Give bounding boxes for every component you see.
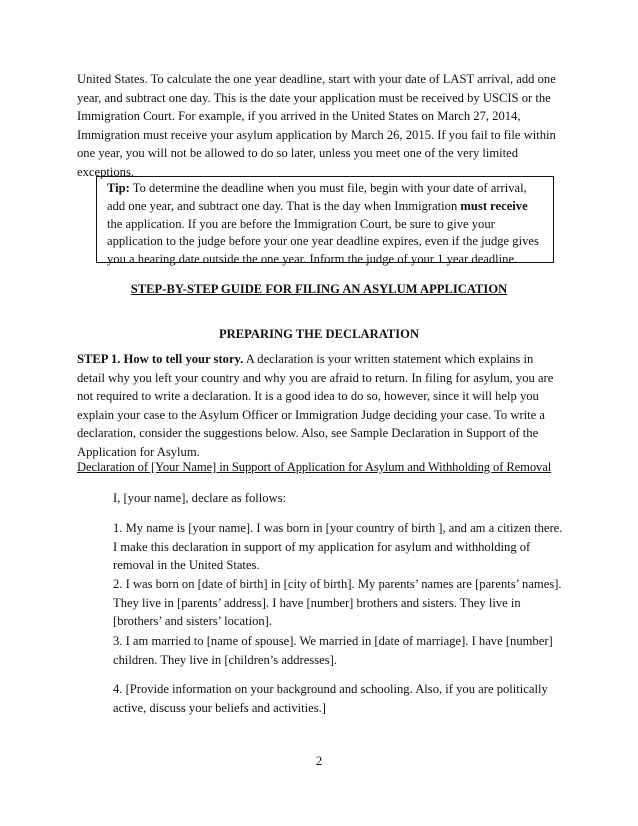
tip-emphasis: must receive	[460, 198, 528, 213]
declaration-item: 1. My name is [your name]. I was born in [your country of birth ], and am a citizen there. I make this declaration in support of my application for asylum and withholding of removal in the United States.	[113, 521, 563, 573]
declaration-title: Declaration of [Your Name] in Support of Application for Asylum and Withholding of Removal	[77, 460, 552, 474]
declaration-item: 2. I was born on [date of birth] in [city of birth]. My parents’ names are [parents’ names]. They live in [parents’ address]. I have [number] brothers and sisters. They live in [brothers’ and sisters’ location].	[113, 577, 562, 629]
step1-paragraph	[77, 350, 563, 462]
tip-box	[96, 176, 554, 267]
declaration-intro: I, [your name], declare as follows:	[113, 491, 287, 505]
guide-heading-text: STEP-BY-STEP GUIDE FOR FILING AN ASYLUM APPLICATION	[130, 282, 508, 296]
intro-paragraph: United States. To calculate the one year deadline, start with your date of LAST arrival, add one year, and subtract one day. This is the date your application must be received by USCIS or the Immigration Court. For example, if you arrived in the United States on March 27, 2014, Immigration must receive your asylum application by March 26, 2015. If you fail to file within one year, you will not be allowed to do so later, unless you meet one of the very limited exceptions.	[77, 72, 556, 179]
step1-label: STEP 1. How to tell your story.	[77, 352, 244, 366]
step1-text: A declaration is your written statement which explains in detail why you left your country and why you are afraid to return. In filing for asylum, you are not required to write a declaration. It is a good idea to do so, however, since it will help you explain your case to the Asylum Officer or Immigration Judge deciding your case. To write a declaration, consider the suggestions below. Also, see Sample Declaration in Support of the Application for Asylum.	[77, 352, 554, 459]
guide-heading	[0, 280, 638, 299]
section-heading: PREPARING THE DECLARATION	[218, 327, 420, 341]
page-number: 2	[315, 754, 323, 768]
declaration-item: 3. I am married to [name of spouse]. We married in [date of marriage]. I have [number] children. They live in [children’s addresses].	[113, 634, 553, 667]
tip-text-after: the application. If you are before the Immigration Court, be sure to give your application to the judge before your one year deadline expires, even if the judge gives you a hearing date outside the one year. Inform the judge of your 1 year deadline.	[107, 216, 539, 267]
tip-text-before: To determine the deadline when you must file, begin with your date of arrival, add one year, and subtract one day. That is the day when Immigration	[107, 181, 527, 213]
declaration-item: 4. [Provide information on your background and schooling. Also, if you are politically active, discuss your beliefs and activities.]	[113, 682, 548, 715]
tip-label: Tip:	[107, 181, 130, 195]
